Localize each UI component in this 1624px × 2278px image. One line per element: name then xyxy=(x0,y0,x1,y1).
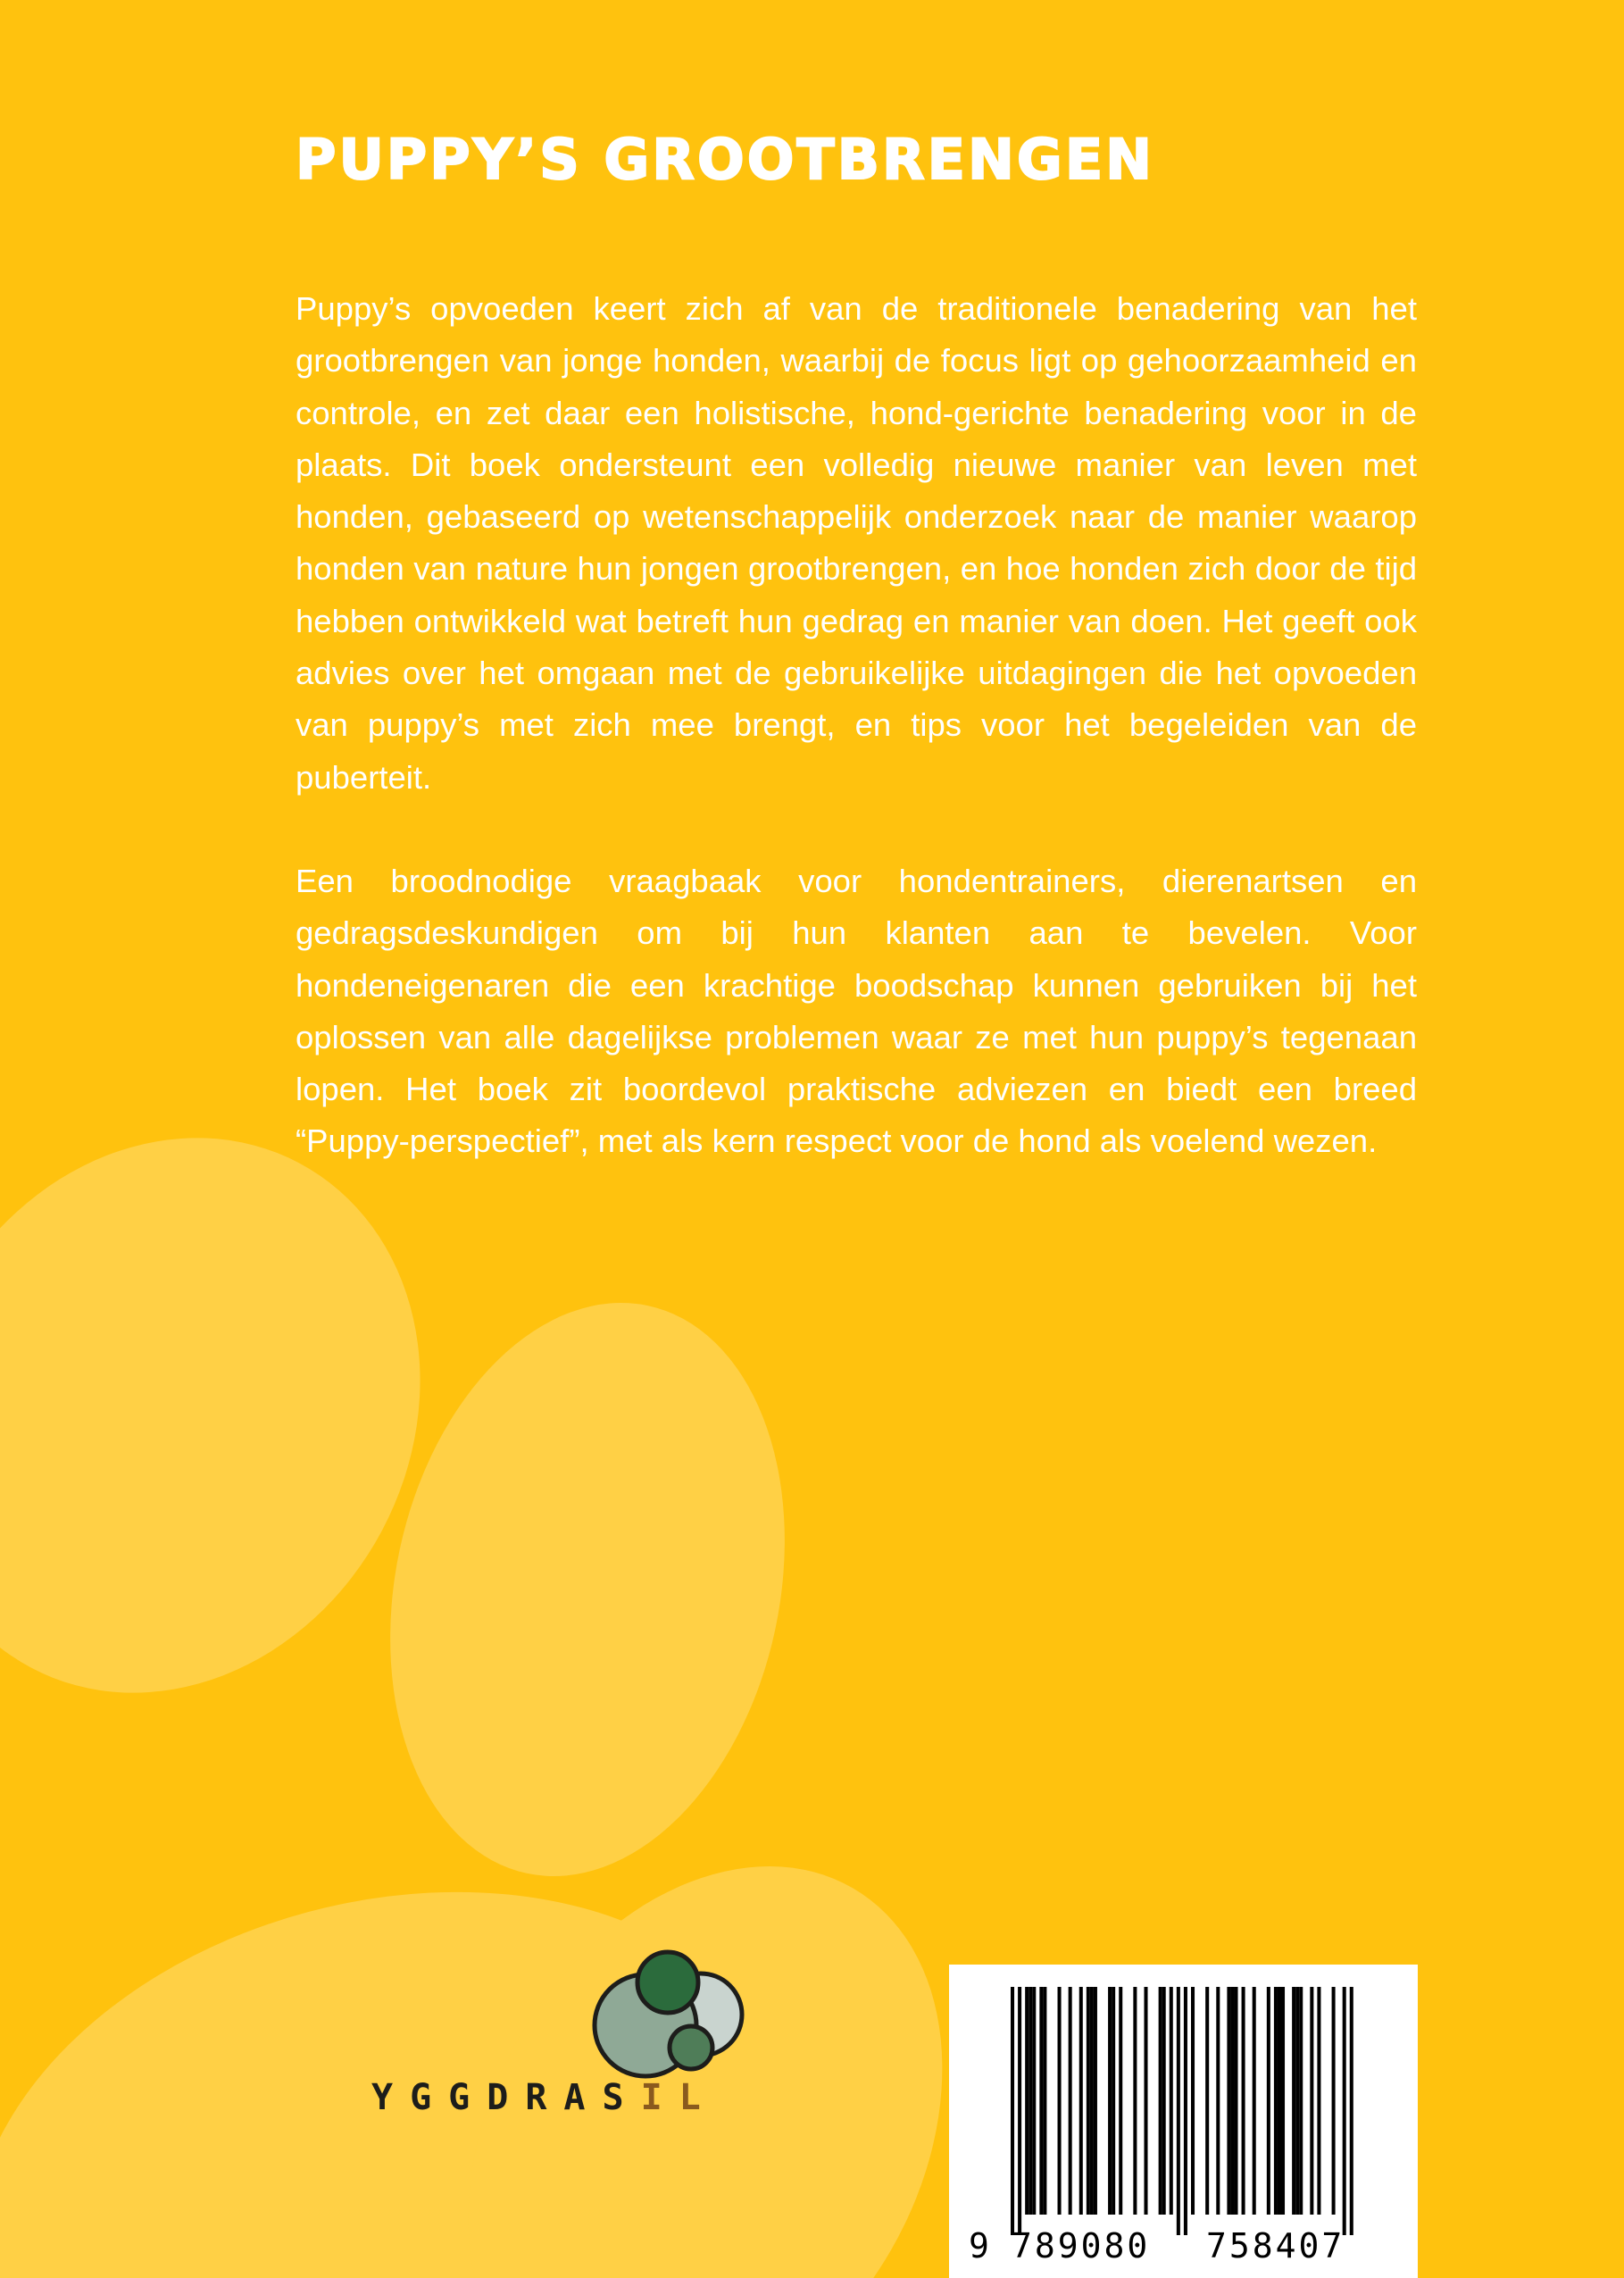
barcode-bar xyxy=(1230,1987,1234,2215)
barcode-bar xyxy=(1170,1987,1173,2215)
publisher-wordmark-main: YGGDRAS xyxy=(371,2077,641,2118)
barcode-bar xyxy=(1332,1987,1336,2215)
barcode-bar xyxy=(1144,1987,1147,2215)
barcode-digits-left: 789080 xyxy=(1012,2226,1151,2265)
barcode-number xyxy=(949,2226,1418,2271)
barcode-bar xyxy=(1227,1987,1230,2215)
barcode-bar xyxy=(1234,1987,1237,2215)
barcode-bar xyxy=(1343,1987,1346,2235)
barcode-bar xyxy=(1278,1987,1281,2215)
barcode-bar xyxy=(1094,1987,1097,2215)
barcode-bar xyxy=(1242,1987,1245,2215)
barcode-bar xyxy=(1032,1987,1036,2215)
barcode-bar xyxy=(1043,1987,1046,2215)
barcode-bar xyxy=(1191,1987,1195,2215)
barcode-bar xyxy=(1011,1987,1014,2235)
book-title: PUPPY’S GROOTBRENGEN xyxy=(296,127,1155,192)
blurb-paragraph-2: Een broodnodige vraagbaak voor hondentrainers, dierenartsen en gedragsdeskundigen om bij hun klanten aan te bevelen. Voor hondeneigenaren die een krachtige boodschap kunnen gebruiken bij het oplossen van alle dagelijkse problemen waar ze met hun puppy’s tegenaan lopen. Het boek zit boordevol praktische adviezen en biedt een breed “Puppy-perspectief”, met als kern respect voor de hond als voelend wezen. xyxy=(296,862,1417,1160)
barcode-bar xyxy=(1108,1987,1112,2215)
barcode-bar xyxy=(1112,1987,1115,2215)
barcode-bar xyxy=(1184,1987,1187,2235)
barcode-bar xyxy=(1205,1987,1209,2215)
barcode-bar xyxy=(1018,1987,1021,2235)
barcode-bar xyxy=(1253,1987,1256,2215)
barcode-bar xyxy=(1317,1987,1320,2215)
barcode-bar xyxy=(1069,1987,1072,2215)
barcode-bar xyxy=(1281,1987,1285,2215)
barcode-bar xyxy=(1090,1987,1094,2215)
barcode-bar xyxy=(1292,1987,1295,2215)
barcode-digit-lead: 9 xyxy=(969,2226,989,2265)
blurb xyxy=(296,283,1417,1220)
logo-circle-dark xyxy=(637,1952,698,2013)
barcode-bar xyxy=(1350,1987,1353,2235)
barcode-bar xyxy=(1058,1987,1062,2215)
barcode-bar xyxy=(1295,1987,1299,2215)
barcode-bar xyxy=(1162,1987,1166,2215)
barcode-bar xyxy=(1274,1987,1278,2215)
barcode-bar xyxy=(1039,1987,1043,2215)
publisher-wordmark xyxy=(371,2077,718,2118)
barcode-bar xyxy=(1159,1987,1162,2215)
barcode-bar xyxy=(1133,1987,1137,2215)
logo-circle-small xyxy=(670,2026,712,2069)
isbn-barcode xyxy=(949,1965,1418,2278)
barcode-digits-right: 758407 xyxy=(1206,2226,1345,2265)
barcode-bar xyxy=(1029,1987,1032,2215)
blurb-paragraph-1: Puppy’s opvoeden keert zich af van de traditionele benadering van het grootbrengen van jonge honden, waarbij de focus ligt op gehoorzaamheid en controle, en zet daar een holistische, hond-gerichte benadering voor in de plaats. Dit boek ondersteunt een volledig nieuwe manier van leven met honden, gebaseerd op wetenschappelijk onderzoek naar de manier waarop honden van nature hun jongen grootbrengen, en hoe honden zich door de tijd hebben ontwikkeld wat betreft hun gedrag en manier van doen. Het geeft ook advies over het omgaan met de gebruikelijke uitdagingen die het opvoeden van puppy’s met zich mee brengt, en tips voor het begeleiden van de puberteit. xyxy=(296,290,1417,796)
barcode-bar xyxy=(1267,1987,1270,2215)
publisher-wordmark-accent: IL xyxy=(640,2077,718,2118)
barcode-bar xyxy=(1310,1987,1313,2215)
barcode-bar xyxy=(1025,1987,1029,2215)
barcode-bar xyxy=(1177,1987,1180,2235)
barcode-bar xyxy=(1079,1987,1083,2215)
barcode-bar xyxy=(1216,1987,1220,2215)
barcode-bar xyxy=(1119,1987,1122,2215)
barcode-bar xyxy=(1299,1987,1303,2215)
barcode-bar xyxy=(1087,1987,1090,2215)
